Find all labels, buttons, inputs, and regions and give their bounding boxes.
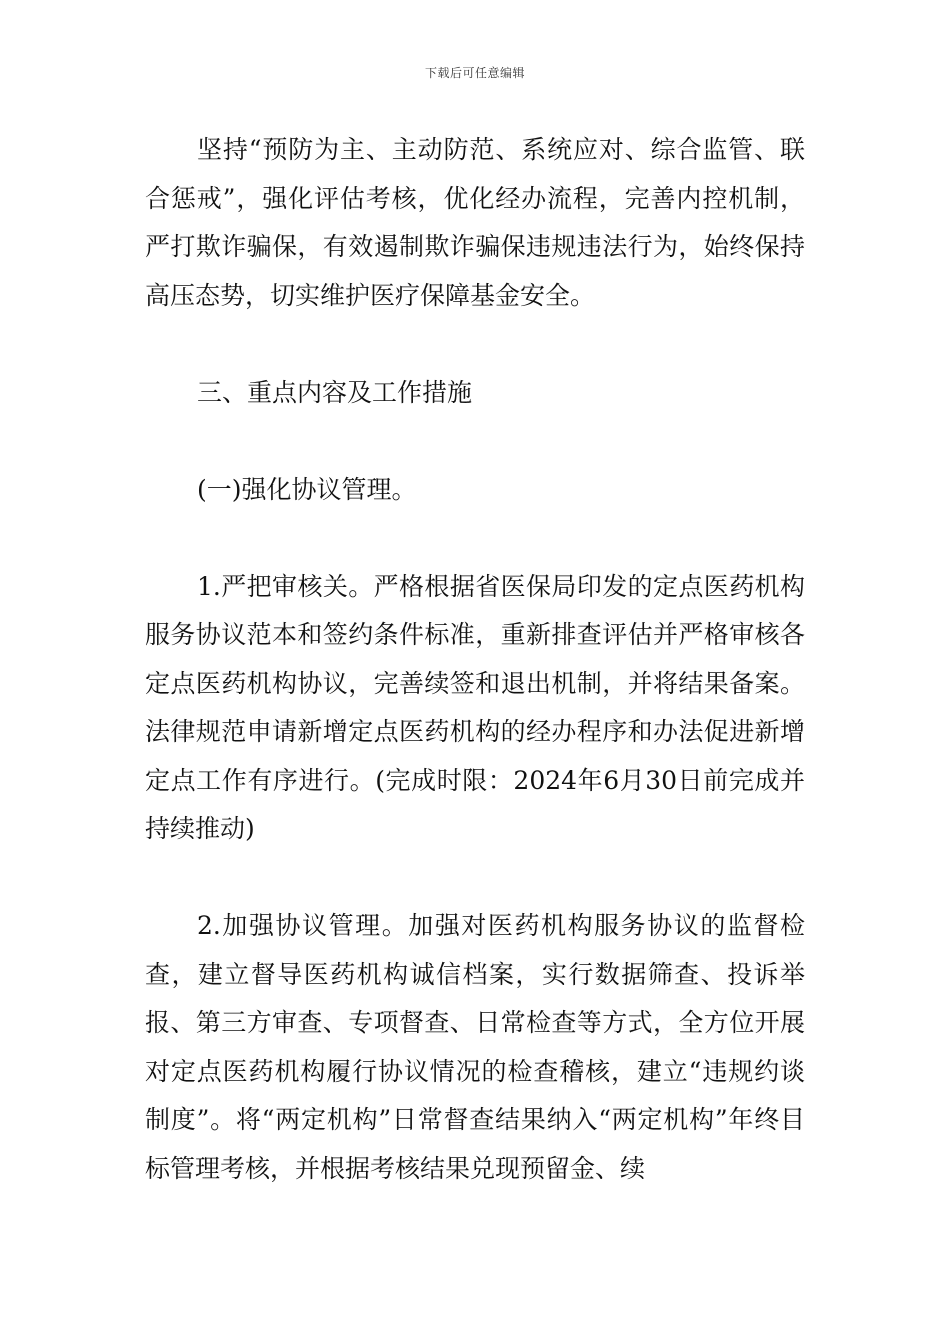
section-heading: 三、重点内容及工作措施 (197, 377, 473, 407)
paragraph-gap (145, 514, 805, 563)
subsection-heading: (一)强化协议管理。 (197, 474, 417, 504)
document-body (145, 126, 805, 1193)
paragraph-item-1: 1.严把审核关。严格根据省医保局印发的定点医药机构服务协议范本和签约条件标准，重新排查评估并严格审核各定点医药机构协议，完善续签和退出机制，并将结果备案。法律规范申请新增定点医药机构的经办程序和办法促进新增定点工作有序进行。(完成时限：2024年6月30日前完成并持续推动) (145, 571, 805, 843)
paragraph-item-2: 2.加强协议管理。加强对医药机构服务协议的监督检查，建立督导医药机构诚信档案，实行数据筛查、投诉举报、第三方审查、专项督查、日常检查等方式，全方位开展对定点医药机构履行协议情况的检查稽核，建立“违规约谈制度”。将“两定机构”日常督查结果纳入“两定机构”年终目标管理考核，并根据考核结果兑现预留金、续 (145, 911, 805, 1183)
paragraph-gap (145, 417, 805, 466)
paragraph-principles: 坚持“预防为主、主动防范、系统应对、综合监管、联合惩戒”，强化评估考核，优化经办流程，完善内控机制，严打欺诈骗保，有效遏制欺诈骗保违规违法行为，始终保持高压态势，切实维护医疗保障基金安全。 (145, 135, 805, 310)
paragraph-gap (145, 320, 805, 369)
paragraph-gap (145, 854, 805, 903)
page-header-note: 下载后可任意编辑 (424, 66, 525, 80)
